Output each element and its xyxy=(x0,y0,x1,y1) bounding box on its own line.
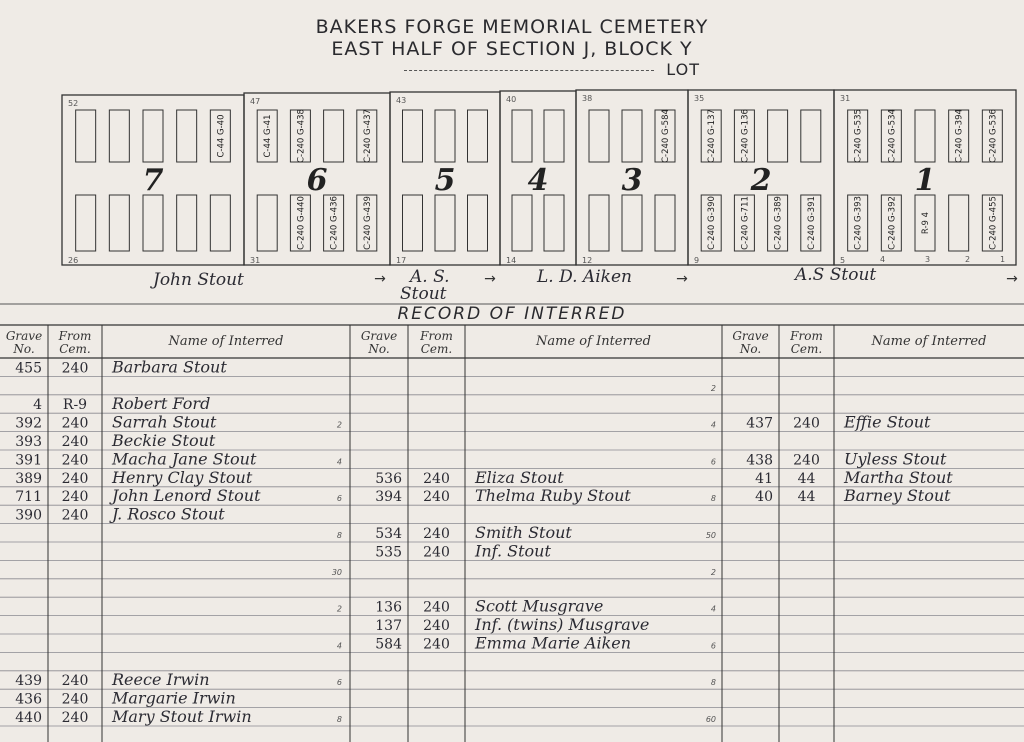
grave-number: 40 xyxy=(755,489,773,506)
grave-label: C-240 G-391 xyxy=(806,196,817,250)
grave-label: C-240 G-137 xyxy=(707,109,718,163)
row-margin-number: 6 xyxy=(336,678,342,688)
grave-number: 534 xyxy=(375,526,402,542)
row-margin-number: 30 xyxy=(331,567,342,577)
from-cemetery: 240 xyxy=(793,452,820,469)
row-margin-number: 2 xyxy=(336,604,342,614)
row-margin-number: 2 xyxy=(336,420,342,430)
from-cemetery: 240 xyxy=(793,415,820,432)
ledger-entry xyxy=(375,541,551,560)
ledger-entry xyxy=(375,633,631,652)
from-cemetery: 44 xyxy=(797,470,816,487)
ledger-entry xyxy=(15,505,225,524)
ledger-entry xyxy=(15,431,216,450)
plot-number: 1 xyxy=(914,163,936,198)
interred-name: Henry Clay Stout xyxy=(112,467,253,487)
plot-corner-number: 5 xyxy=(840,256,846,265)
ledger-entry xyxy=(15,468,253,487)
column-header-from: From xyxy=(420,329,453,343)
from-cemetery: 240 xyxy=(61,470,89,487)
row-margin-number: 4 xyxy=(710,420,716,430)
plot-corner-number: 35 xyxy=(694,94,705,103)
row-margin-number: 2 xyxy=(710,383,716,393)
from-cemetery: R-9 xyxy=(62,397,88,414)
from-cemetery: 240 xyxy=(423,489,450,506)
grave-number: 136 xyxy=(375,599,402,616)
ledger-entry xyxy=(375,486,631,505)
from-cemetery: 240 xyxy=(423,636,450,653)
row-margin-number: 50 xyxy=(705,531,716,540)
column-header-name: Name of Interred xyxy=(168,334,284,349)
interred-name: Inf. (twins) Musgrave xyxy=(475,615,650,634)
interred-name: Scott Musgrave xyxy=(475,596,604,616)
arrow-icon: → xyxy=(374,271,386,287)
column-header-name: Name of Interred xyxy=(871,334,987,349)
column-header-grave: Grave xyxy=(732,329,769,343)
ledger-entry xyxy=(15,413,217,432)
lot-owner-name: A.S Stout xyxy=(795,265,877,285)
grave-number: 535 xyxy=(375,544,402,561)
from-cemetery: 240 xyxy=(423,599,450,616)
from-cemetery: 240 xyxy=(61,691,89,708)
plot-corner-number: 43 xyxy=(396,96,407,105)
grave-number: 437 xyxy=(746,415,773,432)
row-margin-number: 6 xyxy=(710,641,716,651)
grave-label: C-240 G-437 xyxy=(362,109,373,163)
grave-label: C-240 G-440 xyxy=(296,196,307,250)
ledger-entry xyxy=(15,707,251,726)
column-header-grave: No. xyxy=(739,342,762,356)
plot-corner-number: 47 xyxy=(250,97,261,106)
grave-number: 390 xyxy=(15,507,42,524)
grave-label: C-240 G-390 xyxy=(707,196,718,250)
row-margin-number: 4 xyxy=(336,641,342,651)
column-header-grave: Grave xyxy=(360,329,398,343)
grave-number: 584 xyxy=(375,636,402,653)
grave-label: C-240 G-393 xyxy=(853,196,864,250)
column-header-from: From xyxy=(790,329,823,343)
interred-name: Reece Irwin xyxy=(112,670,210,690)
plot-number: 4 xyxy=(527,163,549,198)
plot-corner-number: 14 xyxy=(506,256,517,265)
row-margin-number: 4 xyxy=(710,604,716,614)
interred-name: Mary Stout Irwin xyxy=(112,707,252,726)
grave-number: 4 xyxy=(33,397,42,414)
from-cemetery: 240 xyxy=(423,544,450,561)
from-cemetery: 44 xyxy=(797,489,816,506)
interred-name: Uyless Stout xyxy=(844,449,947,469)
from-cemetery: 240 xyxy=(423,526,450,542)
from-cemetery: 240 xyxy=(61,415,89,432)
grave-number: 41 xyxy=(755,470,773,487)
grave-label: C-240 G-536 xyxy=(988,109,999,163)
plot-corner-number: 17 xyxy=(396,256,407,265)
interred-name: Barney Stout xyxy=(844,486,951,506)
interred-name: Inf. Stout xyxy=(475,541,551,561)
grave-label: C-44 G-41 xyxy=(263,114,274,158)
grave-number: 391 xyxy=(15,452,42,469)
grave-number: 392 xyxy=(15,415,42,432)
plot-corner-number: 26 xyxy=(68,256,79,265)
interred-name: J. Rosco Stout xyxy=(112,504,225,524)
plot-corner-number: 9 xyxy=(694,256,700,265)
document-subtitle: EAST HALF OF SECTION J, BLOCK Y xyxy=(331,38,693,60)
row-margin-number: 8 xyxy=(336,531,342,540)
from-cemetery: 240 xyxy=(61,710,89,726)
ledger-entry xyxy=(15,449,257,468)
plot-number: 3 xyxy=(621,163,643,198)
grave-label: C-240 G-392 xyxy=(887,196,898,250)
plot-corner-number: 31 xyxy=(250,256,261,265)
interred-name: Barbara Stout xyxy=(112,357,227,377)
grave-number: 536 xyxy=(375,470,402,487)
grave-number: 393 xyxy=(15,434,42,450)
row-margin-number: 60 xyxy=(705,715,716,724)
grave-number: 439 xyxy=(15,673,42,690)
ledger-entry xyxy=(755,486,951,505)
row-margin-number: 4 xyxy=(336,457,342,467)
ledger-entry xyxy=(755,468,953,487)
grave-number: 394 xyxy=(375,489,402,506)
grave-label: C-240 G-438 xyxy=(296,109,307,163)
ledger-entry xyxy=(375,523,572,542)
plot-number: 2 xyxy=(750,163,772,198)
arrow-icon: → xyxy=(676,271,688,287)
from-cemetery: 240 xyxy=(423,470,450,487)
interred-name: Macha Jane Stout xyxy=(112,449,257,469)
grave-number: 455 xyxy=(15,360,42,377)
grave-label: C-240 G-394 xyxy=(954,109,965,163)
lot-owner-name: L. D. Aiken xyxy=(537,267,632,287)
lot-label: LOT xyxy=(666,60,700,79)
plot-small-number: 4 xyxy=(880,255,886,264)
column-header-grave: No. xyxy=(368,342,390,356)
grave-number: 440 xyxy=(15,710,42,726)
from-cemetery: 240 xyxy=(61,360,89,377)
from-cemetery: 240 xyxy=(61,452,89,469)
plot-corner-number: 12 xyxy=(582,256,593,265)
row-margin-number: 6 xyxy=(336,494,342,504)
plot-small-number: 2 xyxy=(965,255,971,264)
plot-small-number: 3 xyxy=(925,255,931,264)
from-cemetery: 240 xyxy=(61,489,89,506)
grave-number: 436 xyxy=(15,691,42,708)
interred-name: Thelma Ruby Stout xyxy=(475,486,631,506)
grave-label: C-240 G-455 xyxy=(988,196,999,250)
plot-number: 5 xyxy=(434,163,456,198)
column-header-grave: Grave xyxy=(5,329,43,343)
ledger-entry xyxy=(746,449,947,468)
row-margin-number: 8 xyxy=(336,715,342,724)
plot-small-number: 1 xyxy=(1000,255,1006,264)
plot-number: 6 xyxy=(306,163,328,198)
lot-owner-name: A. S. xyxy=(410,267,450,287)
interred-name: Beckie Stout xyxy=(112,431,216,450)
grave-number: 438 xyxy=(746,452,773,469)
grave-label: C-240 G-436 xyxy=(329,196,340,250)
document-title: BAKERS FORGE MEMORIAL CEMETERY xyxy=(315,16,709,38)
grave-label: C-44 G-40 xyxy=(216,114,227,158)
grave-number: 137 xyxy=(375,618,402,634)
column-header-from: Cem. xyxy=(420,342,453,356)
ledger-entry xyxy=(375,597,603,616)
from-cemetery: 240 xyxy=(61,434,89,450)
interred-name: Effie Stout xyxy=(844,412,931,432)
row-margin-number: 8 xyxy=(710,494,716,504)
ledger-entry xyxy=(33,394,210,413)
grave-label: R-9 4 xyxy=(921,211,931,235)
ledger-entry xyxy=(15,670,209,689)
grave-label: C-240 G-534 xyxy=(887,109,898,163)
grave-label: C-240 G-439 xyxy=(362,196,373,250)
column-header-from: Cem. xyxy=(59,342,91,356)
interred-name: Sarrah Stout xyxy=(112,412,217,432)
grave-label: C-240 G-535 xyxy=(853,109,864,163)
interred-name: Robert Ford xyxy=(112,394,211,414)
interred-name: Margarie Irwin xyxy=(112,688,236,708)
ledger-entry xyxy=(15,486,261,505)
plot-corner-number: 38 xyxy=(582,94,593,103)
interred-name: John Lenord Stout xyxy=(112,486,261,506)
ledger-entry xyxy=(375,615,649,634)
grave-label: C-240 G-711 xyxy=(740,196,751,250)
arrow-icon: → xyxy=(484,271,496,287)
row-margin-number: 2 xyxy=(710,567,716,577)
interred-name: Emma Marie Aiken xyxy=(475,633,632,653)
plot-corner-number: 40 xyxy=(506,95,517,104)
grave-number: 711 xyxy=(15,489,42,506)
plot-number: 7 xyxy=(142,163,164,198)
interred-name: Eliza Stout xyxy=(475,467,564,487)
from-cemetery: 240 xyxy=(61,507,89,524)
plot-corner-number: 31 xyxy=(840,94,851,103)
ledger-entry xyxy=(15,357,227,376)
grave-label: C-240 G-136 xyxy=(740,109,751,163)
grave-label: C-240 G-584 xyxy=(661,109,671,163)
plot-corner-number: 52 xyxy=(68,99,79,108)
lot-owner-name: Stout xyxy=(400,284,447,300)
column-header-grave: No. xyxy=(13,342,35,356)
arrow-icon: → xyxy=(1006,271,1018,287)
grave-number: 389 xyxy=(15,470,42,487)
row-margin-number: 8 xyxy=(710,678,716,688)
column-header-name: Name of Interred xyxy=(536,334,651,349)
column-header-from: From xyxy=(58,329,92,343)
row-margin-number: 6 xyxy=(710,457,716,467)
record-title: RECORD OF INTERRED xyxy=(397,304,627,324)
column-header-from: Cem. xyxy=(790,342,823,356)
interred-name: Martha Stout xyxy=(844,467,953,487)
ledger-entry xyxy=(375,468,564,487)
from-cemetery: 240 xyxy=(61,673,89,690)
grave-label: C-240 G-389 xyxy=(773,196,784,250)
from-cemetery: 240 xyxy=(423,618,450,634)
interred-name: Smith Stout xyxy=(475,523,572,542)
ledger-entry xyxy=(746,413,931,432)
lot-owner-name: John Stout xyxy=(153,270,244,290)
